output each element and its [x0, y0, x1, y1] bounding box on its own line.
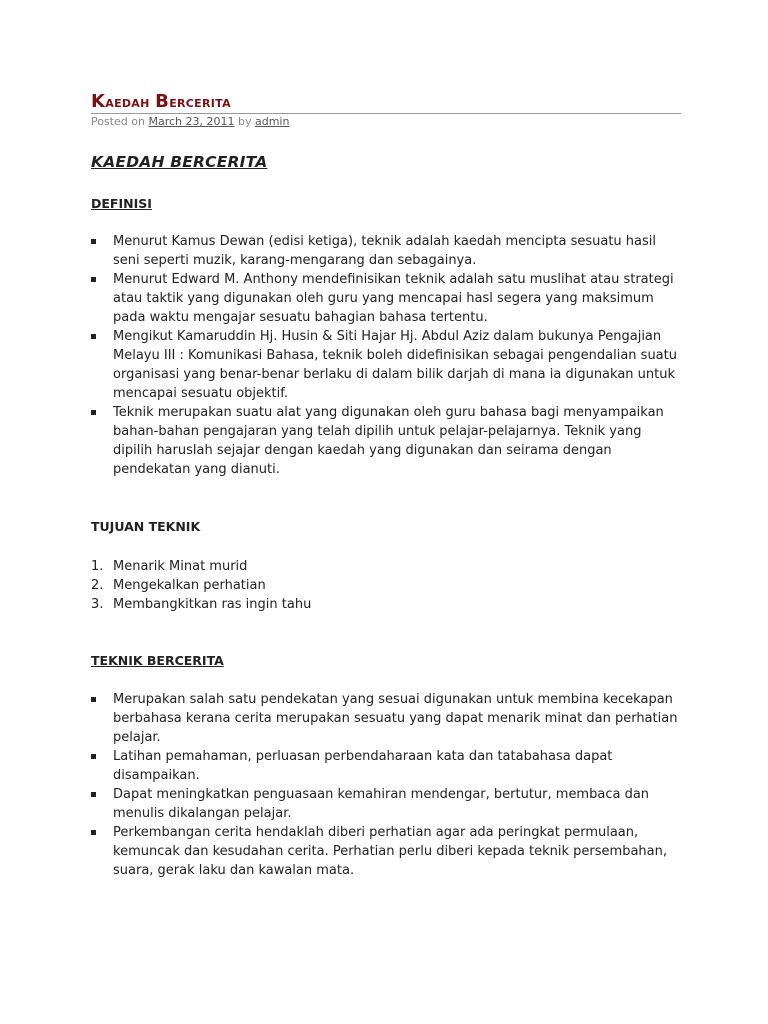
list-item: [91, 557, 681, 576]
list-item-text: Menurut Edward M. Anthony mendefinisikan teknik adalah satu muslihat atau strategi atau taktik yang digunakan oleh guru yang mencapai hasl segera yang maksimum pada waktu mengajar sesuatu bahagian bahasa tertentu.: [113, 272, 674, 325]
tujuan-list: [91, 557, 681, 614]
list-item: [91, 232, 681, 270]
post-title-initial-2: B: [155, 91, 170, 112]
list-item-text: Perkembangan cerita hendaklah diberi perhatian agar ada peringkat permulaan, kemuncak dan kesudahan cerita. Perhatian perlu diberi kepada teknik persembahan, suara, gerak laku dan kawalan mata.: [113, 825, 667, 878]
list-item-text: Mengekalkan perhatian: [113, 578, 266, 593]
post-content: [91, 152, 681, 880]
blog-post: [91, 92, 681, 880]
list-number: 2.: [91, 578, 104, 593]
list-number: 1.: [91, 559, 104, 574]
post-title-rest-1: aedah: [105, 93, 150, 111]
bullet-icon: [91, 697, 96, 702]
definisi-list: [91, 232, 681, 479]
post-title-rest-2: ercerita: [169, 93, 231, 111]
list-item-text: Merupakan salah satu pendekatan yang sesuai digunakan untuk membina kecekapan berbahasa kerana cerita merupakan sesuatu yang dapat menarik minat dan perhatian pelajar.: [113, 692, 678, 745]
list-item-text: Menurut Kamus Dewan (edisi ketiga), teknik adalah kaedah mencipta sesuatu hasil seni seperti muzik, karang-mengarang dan sebagainya.: [113, 234, 656, 268]
post-date-link[interactable]: March 23, 2011: [148, 115, 235, 128]
bullet-icon: [91, 830, 96, 835]
list-number: 3.: [91, 597, 104, 612]
bullet-icon: [91, 410, 96, 415]
list-item-text: Teknik merupakan suatu alat yang digunakan oleh guru bahasa bagi menyampaikan bahan-bahan pengajaran yang telah dipilih untuk pelajar-pelajarnya. Teknik yang dipilih haruslah sejajar dengan kaedah yang digunakan dan seirama dengan pendekatan yang dianuti.: [113, 405, 664, 477]
list-item-text: Mengikut Kamaruddin Hj. Husin & Siti Hajar Hj. Abdul Aziz dalam bukunya Pengajian Melayu III : Komunikasi Bahasa, teknik boleh didefinisikan sebagai pengendalian suatu organisasi yang benar-benar berlaku di dalam bilik darjah di mana ia digunakan untuk mencapai sesuatu objektif.: [113, 329, 677, 401]
list-item-text: Dapat meningkatkan penguasaan kemahiran mendengar, bertutur, membaca dan menulis dikalangan pelajar.: [113, 787, 650, 821]
post-title[interactable]: [91, 92, 681, 112]
teknik-list: [91, 690, 681, 880]
list-item: [91, 785, 681, 823]
by-label: by: [237, 115, 252, 128]
list-item: [91, 403, 681, 479]
title-divider: [91, 113, 681, 114]
list-item: [91, 823, 681, 880]
post-title-initial-1: K: [91, 91, 106, 112]
list-item: [91, 595, 681, 614]
bullet-icon: [91, 239, 96, 244]
post-meta: [91, 115, 681, 129]
bullet-icon: [91, 334, 96, 339]
bullet-icon: [91, 277, 96, 282]
main-heading: KAEDAH BERCERITA: [91, 153, 268, 171]
list-item: [91, 690, 681, 747]
list-item-text: Membangkitkan ras ingin tahu: [113, 597, 312, 612]
definisi-heading: DEFINISI: [91, 196, 152, 211]
list-item-text: Menarik Minat murid: [113, 559, 248, 574]
author-link[interactable]: admin: [254, 115, 290, 128]
bullet-icon: [91, 754, 96, 759]
list-item: [91, 576, 681, 595]
list-item: [91, 327, 681, 403]
bullet-icon: [91, 792, 96, 797]
posted-on-label: Posted on: [91, 115, 145, 128]
teknik-heading: TEKNIK BERCERITA: [91, 653, 224, 668]
list-item-text: Latihan pemahaman, perluasan perbendaharaan kata dan tatabahasa dapat disampaikan.: [113, 749, 613, 783]
list-item: [91, 270, 681, 327]
list-item: [91, 747, 681, 785]
tujuan-heading: TUJUAN TEKNIK: [91, 519, 201, 534]
